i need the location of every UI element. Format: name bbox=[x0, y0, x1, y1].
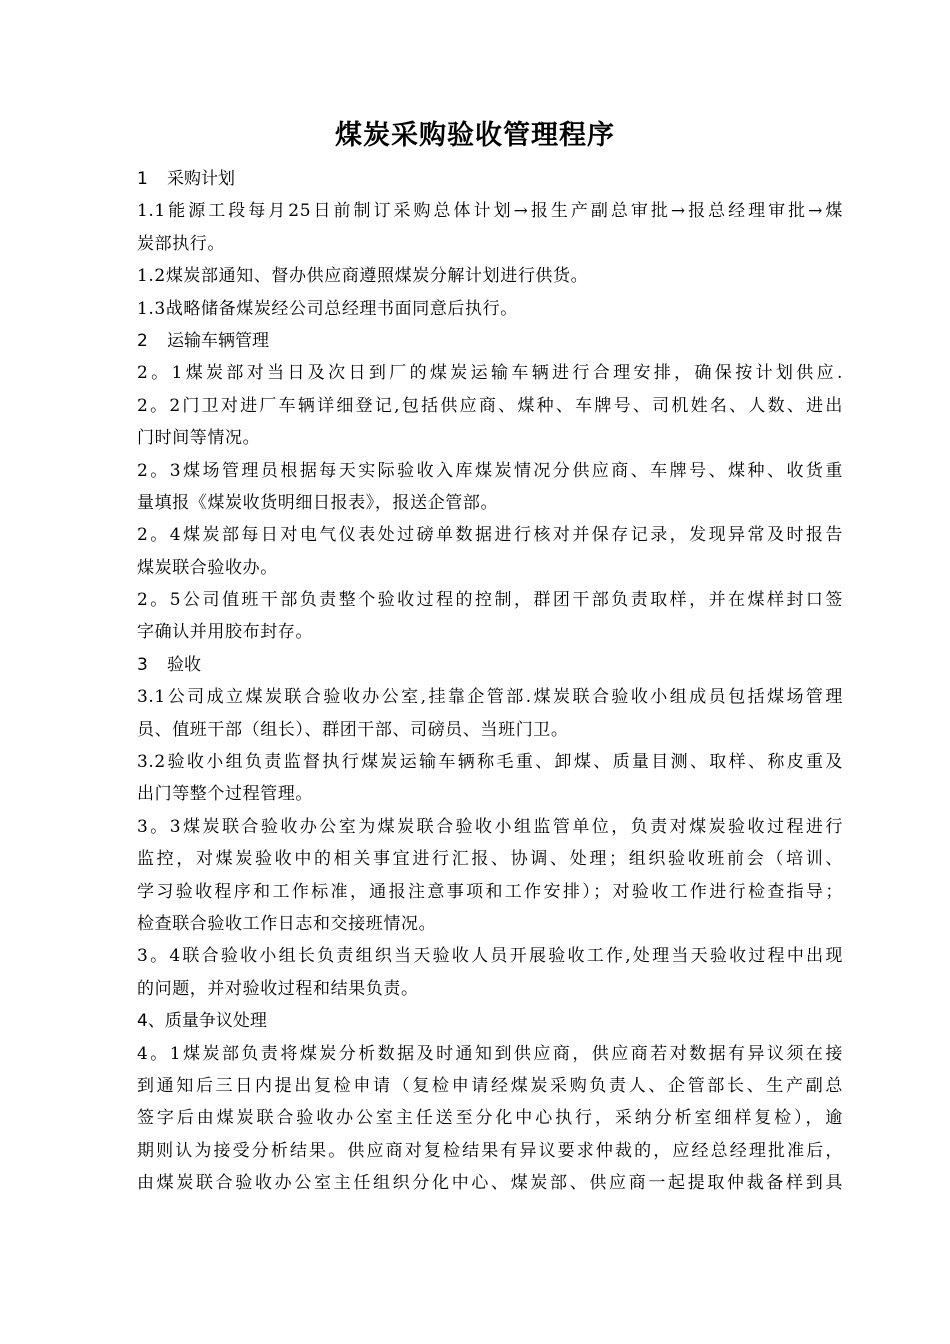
paragraph-line: 的问题，并对验收过程和结果负责。 bbox=[137, 978, 419, 999]
section-number: 1 bbox=[137, 169, 148, 189]
paragraph-line: 员、值班干部（组长）、群团干部、司磅员、当班门卫。 bbox=[137, 719, 569, 740]
section-heading-text: 验收 bbox=[167, 654, 201, 675]
paragraph-line: 2。1煤炭部对当日及次日到厂的煤炭运输车辆进行合理安排，确保按计划供应. bbox=[137, 363, 843, 384]
paragraph-line: 学习验收程序和工作标准，通报注意事项和工作安排）；对验收工作进行检查指导； bbox=[137, 881, 843, 902]
paragraph-line: 3.1公司成立煤炭联合验收办公室,挂靠企管部.煤炭联合验收小组成员包括煤场管理 bbox=[137, 687, 843, 708]
paragraph-line: 检查联合验收工作日志和交接班情况。 bbox=[137, 913, 437, 934]
section-heading bbox=[137, 649, 843, 681]
section-heading bbox=[137, 1005, 843, 1037]
paragraph-line: 量填报《煤炭收货明细日报表》，报送企管部。 bbox=[137, 492, 499, 513]
section-heading bbox=[137, 163, 843, 195]
paragraph-line: 1.2煤炭部通知、督办供应商遵照煤炭分解计划进行供货。 bbox=[137, 266, 589, 287]
section-heading-text: 运输车辆管理 bbox=[167, 330, 269, 351]
paragraph-line: 2。3煤场管理员根据每天实际验收入库煤炭情况分供应商、车牌号、煤种、收货重 bbox=[137, 460, 843, 481]
paragraph-line: 1.3战略储备煤炭经公司总经理书面同意后执行。 bbox=[137, 298, 518, 319]
paragraph-line: 出门等整个过程管理。 bbox=[137, 784, 313, 805]
section-number: 3 bbox=[137, 654, 148, 675]
paragraph-line: 煤炭联合验收办。 bbox=[137, 557, 278, 578]
paragraph-line: 4。1煤炭部负责将煤炭分析数据及时通知到供应商，供应商若对数据有异议须在接 bbox=[137, 1043, 843, 1064]
paragraph-line: 门时间等情况。 bbox=[137, 428, 261, 449]
paragraph-line: 炭部执行。 bbox=[137, 233, 225, 254]
document-body bbox=[137, 163, 843, 1200]
paragraph-line: 字确认并用胶布封存。 bbox=[137, 622, 313, 643]
paragraph-line: 到通知后三日内提出复检申请（复检申请经煤炭采购负责人、企管部长、生产副总 bbox=[137, 1075, 843, 1096]
paragraph-line: 2。2门卫对进厂车辆详细登记,包括供应商、煤种、车牌号、司机姓名、人数、进出 bbox=[137, 395, 843, 416]
paragraph-line: 3。4联合验收小组长负责组织当天验收人员开展验收工作,处理当天验收过程中出现 bbox=[137, 946, 843, 967]
paragraph-line: 由煤炭联合验收办公室主任组织分化中心、煤炭部、供应商一起提取仲裁备样到具 bbox=[137, 1173, 843, 1194]
document-title: 煤炭采购验收管理程序 bbox=[335, 120, 615, 151]
paragraph-line: 2。5公司值班干部负责整个验收过程的控制，群团干部负责取样，并在煤样封口签 bbox=[137, 590, 843, 611]
paragraph-line: 签字后由煤炭联合验收办公室主任送至分化中心执行，采纳分析室细样复检），逾 bbox=[137, 1108, 843, 1129]
paragraph-line: 2。4煤炭部每日对电气仪表处过磅单数据进行核对并保存记录，发现异常及时报告 bbox=[137, 525, 843, 546]
section-heading bbox=[137, 325, 843, 357]
section-heading-text: 质量争议处理 bbox=[164, 1011, 267, 1032]
paragraph-line: 3.2验收小组负责监督执行煤炭运输车辆称毛重、卸煤、质量目测、取样、称皮重及 bbox=[137, 752, 843, 773]
section-heading-text: 采购计划 bbox=[167, 169, 235, 189]
paragraph-line: 3。3煤炭联合验收办公室为煤炭联合验收小组监管单位，负责对煤炭验收过程进行 bbox=[137, 816, 843, 837]
paragraph-line: 监控，对煤炭验收中的相关事宜进行汇报、协调、处理；组织验收班前会（培训、 bbox=[137, 849, 843, 870]
section-number: 2 bbox=[137, 330, 148, 351]
paragraph-line: 期则认为接受分析结果。供应商对复检结果有异议要求仲裁的，应经总经理批准后， bbox=[137, 1140, 843, 1161]
section-number: 4、 bbox=[137, 1011, 165, 1032]
paragraph-line: 1.1能源工段每月25日前制订采购总体计划→报生产副总审批→报总经理审批→煤 bbox=[137, 201, 843, 222]
